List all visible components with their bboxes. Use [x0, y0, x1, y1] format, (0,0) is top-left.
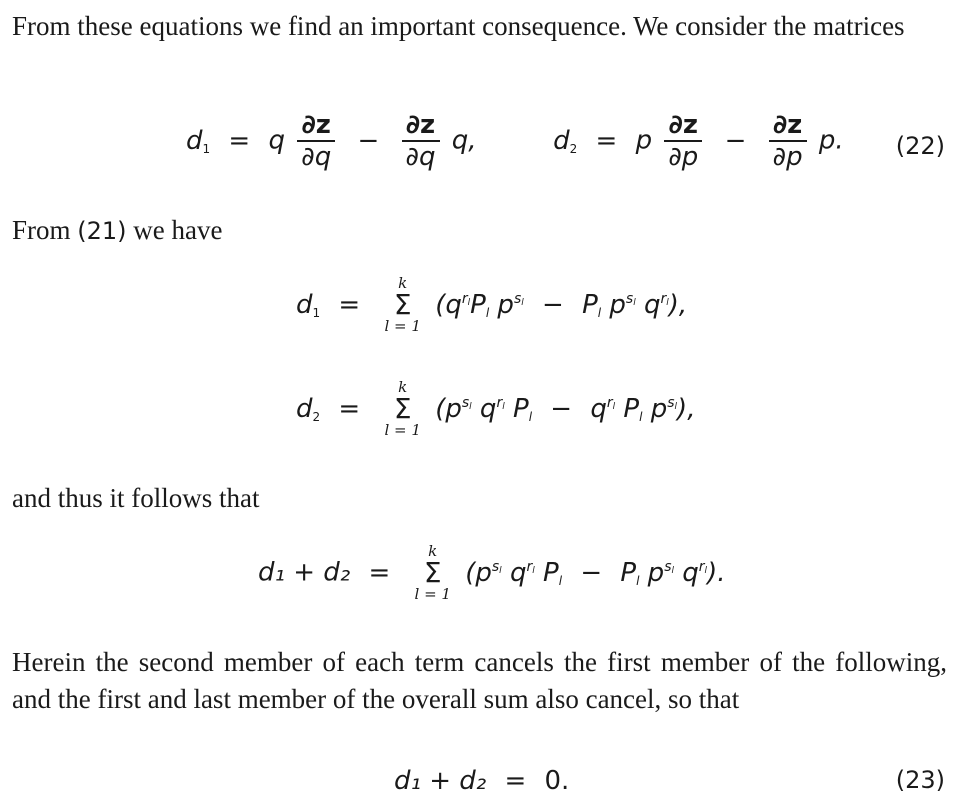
equation-d1-plus-d2-sum: d₁ + d₂ = k Σ l = 1 ($p^{s_l}$ $q^{r_l}$ $P_l - P_l$ $p^{s_l}$ $q^{r_l}$).: [258, 542, 726, 603]
eq23-rhs: 0.: [544, 766, 570, 796]
eq22-fraction-3: $\frac{\partial z}{\partial p}$: [664, 112, 702, 170]
equation-22: [186, 112, 844, 170]
summation-operator: k Σ l = 1: [414, 542, 451, 603]
paragraph-thus: and thus it follows that: [12, 483, 260, 513]
eq22-fraction-2: $\frac{\partial z}{\partial q}$: [402, 112, 440, 170]
eq22-d1-label: $d_1$: [186, 125, 211, 156]
eq22-d2-label: $d_2$: [553, 125, 578, 156]
summation-operator: k Σ l = 1: [384, 378, 421, 439]
equation-d2-sum: $d_2$ = k Σ l = 1 ($p^{s_l}$ $q^{r_l}$ $P_l - q^{r_l}$ $P_l$ $p^{s_l}$),: [296, 378, 696, 439]
eq22-minus-1: −: [357, 125, 380, 156]
eq22-minus-2: −: [724, 125, 747, 156]
equation-d1-sum: $d_1$ = k Σ l = 1 ($q^{r_l}P_l$ $p^{s_l} - P_l$ $p^{s_l}$ $q^{r_l}$),: [296, 274, 688, 335]
eq-d1-lhs: $d_1$: [296, 289, 321, 320]
equation-23: d₁ + d₂ = 0.: [394, 766, 570, 796]
reference-eq-21: (21): [77, 217, 127, 245]
eq-d2-term: ($p^{s_l}$ $q^{r_l}$ $P_l - q^{r_l}$ $P_l$ $p^{s_l}$),: [435, 393, 696, 424]
eq23-lhs: d₁ + d₂: [394, 766, 487, 796]
summation-operator: k Σ l = 1: [384, 274, 421, 335]
paragraph-herein: Herein the second member of each term cancels the first member of the following, and the first and last member of the overall sum also cancel, so that: [12, 647, 947, 714]
eq22-p: p: [635, 125, 653, 156]
equation-number-22: (22): [895, 132, 945, 160]
equation-number-23: (23): [895, 766, 945, 794]
eq22-q: q: [268, 125, 285, 156]
eq-d1-term: ($q^{r_l}P_l$ $p^{s_l} - P_l$ $p^{s_l}$ $q^{r_l}$),: [435, 289, 688, 320]
eq22-fraction-4: $\frac{\partial z}{\partial p}$: [769, 112, 807, 170]
eq-sum-lhs: d₁ + d₂: [258, 557, 351, 588]
eq22-equals-1: =: [228, 125, 251, 156]
eq22-equals-2: =: [595, 125, 618, 156]
eq22-q-tail: q,: [451, 125, 477, 156]
eq-d2-lhs: $d_2$: [296, 393, 321, 424]
paragraph-intro: From these equations we find an important consequence. We consider the matrices: [12, 11, 905, 41]
eq-sum-term: ($p^{s_l}$ $q^{r_l}$ $P_l - P_l$ $p^{s_l}$ $q^{r_l}$).: [465, 557, 726, 588]
eq22-fraction-1: $\frac{\partial z}{\partial q}$: [297, 112, 335, 170]
eq22-p-tail: p.: [818, 125, 844, 156]
paragraph-from-21: From (21) we have: [12, 215, 223, 245]
